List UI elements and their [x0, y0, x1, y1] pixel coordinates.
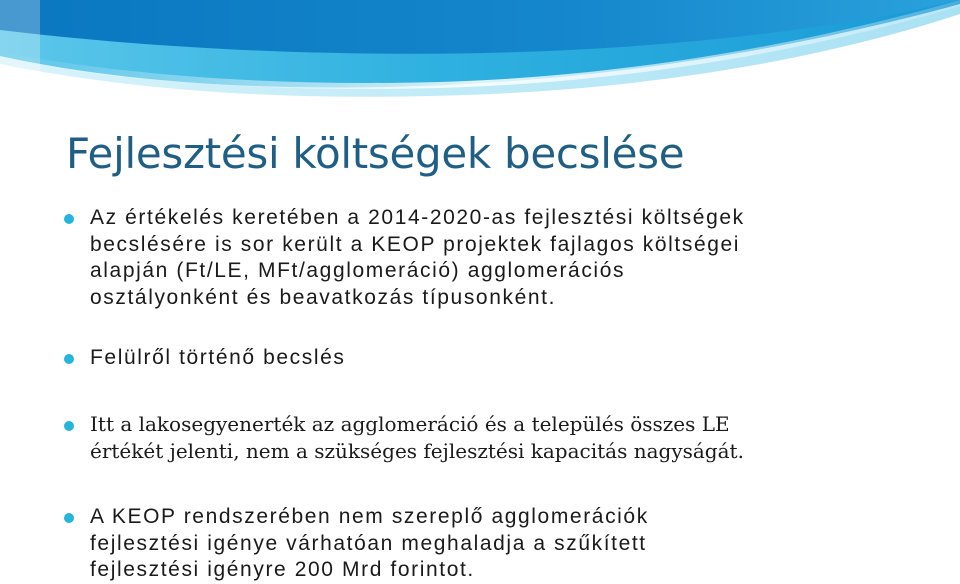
- bullet-dot-icon: [64, 513, 74, 523]
- bullet-line: Itt a lakosegyenerték az agglomeráció és a település összes LE: [90, 412, 730, 436]
- bullet-line: osztályonként és beavatkozás típusonként.: [90, 285, 557, 309]
- bullet-line: A KEOP rendszerében nem szereplő agglomerációk: [90, 505, 649, 528]
- bullet-line: értékét jelenti, nem a szükséges fejlesztési kapacitás nagyságát.: [90, 439, 744, 463]
- bullet-dot-icon: [64, 354, 74, 364]
- bullet-text: [90, 504, 944, 584]
- bullet-dot-icon: [64, 421, 74, 431]
- bullet-population-equivalent: [64, 411, 944, 465]
- bullet-line: Felülről történő becslés: [90, 346, 346, 369]
- bullet-text: [90, 411, 944, 465]
- bullet-cost-estimation: [64, 205, 944, 311]
- bullet-dot-icon: [64, 214, 74, 224]
- slide-title: Fejlesztési költségek becslése: [66, 129, 685, 178]
- bullet-non-keop-agglomerations: [64, 504, 944, 584]
- bullet-top-down-estimate: [64, 345, 944, 372]
- bullet-line: fejlesztési igényre 200 Mrd forintot.: [90, 558, 475, 581]
- bullet-line: fejlesztési igénye várhatóan meghaladja a szűkített: [90, 531, 647, 555]
- bullet-line: Az értékelés keretében a 2014-2020-as fejlesztési költségek: [90, 206, 745, 229]
- header-wave-banner: [0, 0, 960, 112]
- bullet-line: becslésére is sor került a KEOP projektek fajlagos költségei: [90, 232, 741, 256]
- bullet-text: [90, 345, 944, 372]
- banner-left-fade: [0, 0, 40, 112]
- bullet-line: alapján (Ft/LE, MFt/agglomeráció) agglomerációs: [90, 259, 626, 282]
- bullet-text: [90, 205, 944, 311]
